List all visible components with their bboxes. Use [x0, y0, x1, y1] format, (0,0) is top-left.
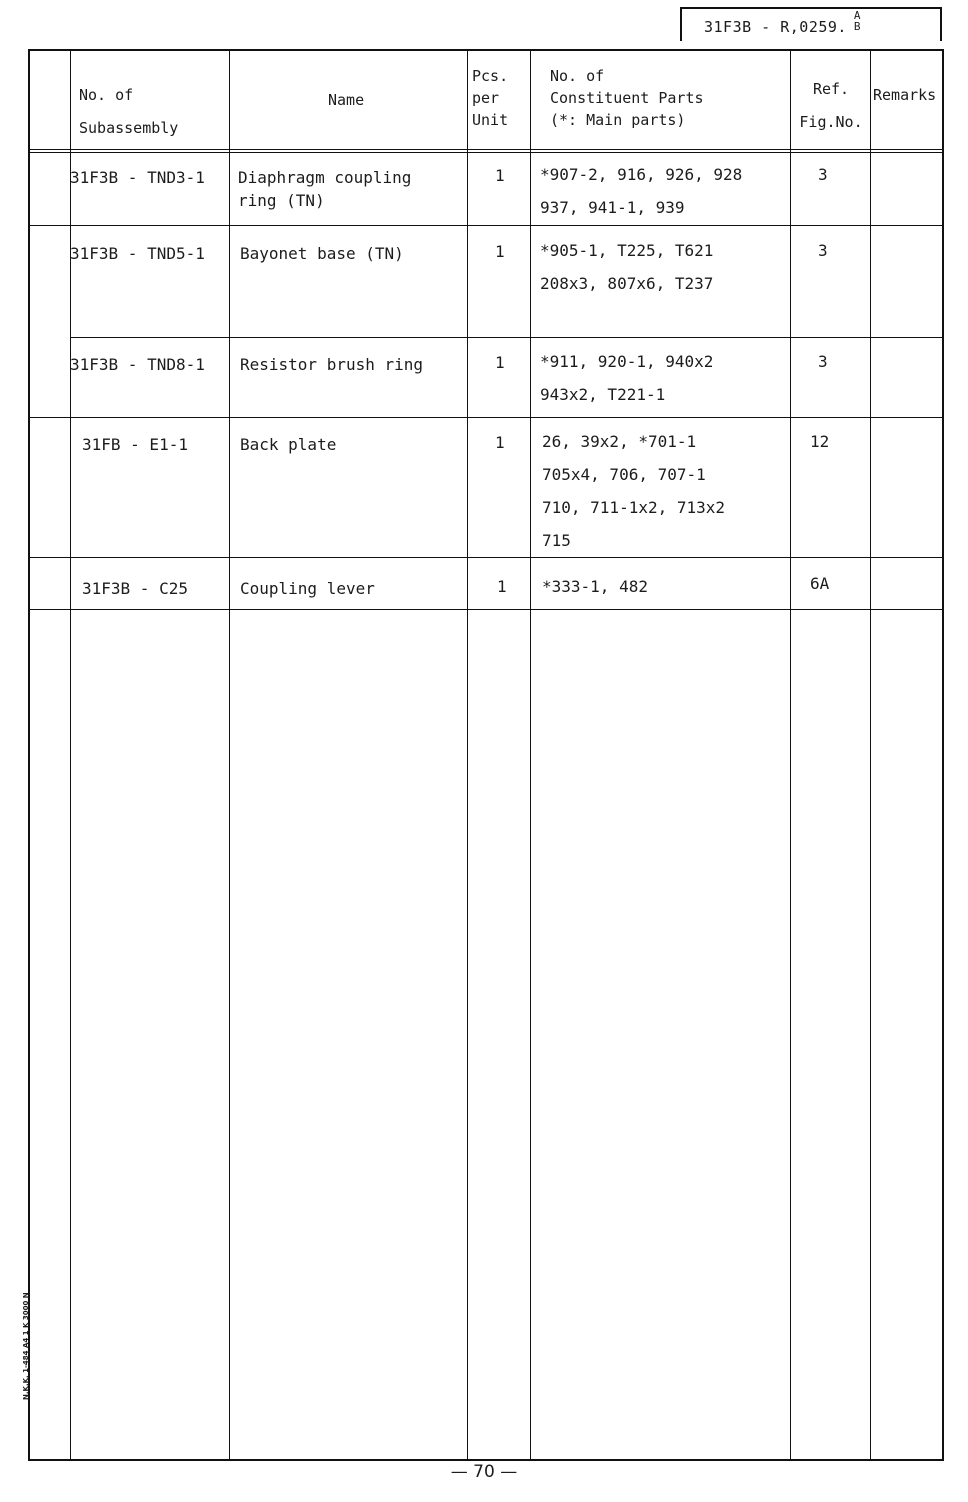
subassembly-cell: 31F3B - TND5-1 — [70, 244, 205, 263]
parts-cell: *333-1, 482 — [542, 577, 648, 596]
subassembly-cell: 31F3B - TND8-1 — [70, 355, 205, 374]
pcs-cell: 1 — [495, 353, 505, 372]
ref-cell: 3 — [818, 241, 828, 260]
revision-top: A — [853, 9, 861, 22]
subassembly-cell: 31FB - E1-1 — [82, 435, 188, 454]
parts-cell: 26, 39x2, *701-1 705x4, 706, 707-1 710, 711-1x2, 713x2 715 — [542, 432, 726, 550]
parts-cell: *905-1, T225, T621 208x3, 807x6, T237 — [540, 241, 714, 293]
header-pcs-per-unit: Pcs. per Unit — [472, 67, 509, 129]
subassembly-cell: 31F3B - TND3-1 — [70, 168, 205, 187]
document-reference-box — [680, 7, 942, 41]
name-cell: Back plate — [240, 435, 337, 454]
header-separator — [30, 149, 942, 153]
margin-print-text: N.K.K. 1-484 A4 1 K 3000 N — [22, 1292, 30, 1400]
name-cell: Resistor brush ring — [240, 355, 424, 374]
column-divider — [467, 51, 468, 1459]
row-divider — [30, 417, 942, 418]
revision-bottom: B — [853, 20, 861, 33]
header-name: Name — [328, 91, 365, 109]
revision-mark — [854, 10, 861, 32]
margin-print-code — [10, 1225, 30, 1405]
ref-cell: 12 — [810, 432, 830, 451]
ref-cell: 6A — [810, 574, 830, 593]
name-cell: Coupling lever — [240, 579, 375, 598]
row-divider — [30, 225, 942, 226]
parts-cell: *907-2, 916, 926, 928 937, 941-1, 939 — [540, 165, 743, 217]
header-subassembly: No. of Subassembly — [79, 86, 179, 137]
pcs-cell: 1 — [495, 242, 505, 261]
row-divider — [30, 557, 942, 558]
column-divider — [229, 51, 230, 1459]
document-number — [704, 9, 861, 36]
header-remarks: Remarks — [873, 86, 937, 104]
name-cell: Bayonet base (TN) — [240, 244, 404, 263]
ref-cell: 3 — [818, 352, 828, 371]
pcs-cell: 1 — [497, 577, 507, 596]
subassembly-cell: 31F3B - C25 — [82, 579, 188, 598]
pcs-cell: 1 — [495, 433, 505, 452]
parts-table — [28, 49, 944, 1461]
header-constituent-parts: No. of Constituent Parts (*: Main parts) — [550, 67, 704, 129]
name-cell: Diaphragm coupling ring (TN) — [238, 168, 412, 210]
column-divider — [790, 51, 791, 1459]
header-ref-fig-no: Ref. Fig.No. — [799, 80, 863, 131]
document-number-text: 31F3B - R,0259. — [704, 18, 847, 36]
column-divider — [870, 51, 871, 1459]
row-divider — [70, 337, 942, 338]
pcs-cell: 1 — [495, 166, 505, 185]
row-divider — [30, 609, 942, 610]
parts-cell: *911, 920-1, 940x2 943x2, T221-1 — [540, 352, 714, 404]
column-divider — [530, 51, 531, 1459]
page-number: — 70 — — [450, 1462, 518, 1482]
ref-cell: 3 — [818, 165, 828, 184]
